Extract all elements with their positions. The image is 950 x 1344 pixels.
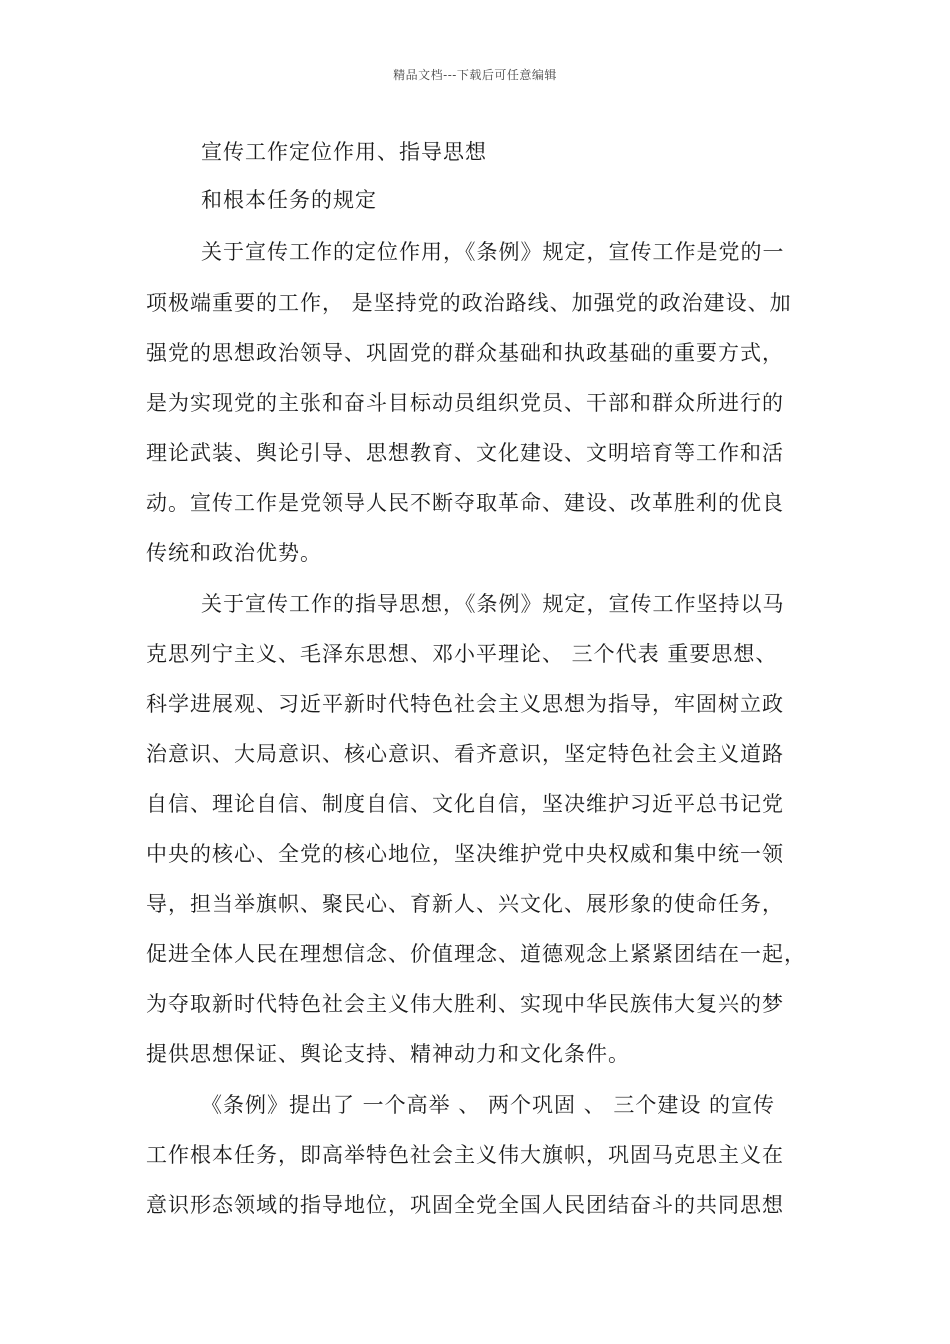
title-line-1: 宣传工作定位作用、指导思想 [201, 140, 487, 164]
paragraph-line: 传统和政治优势。 [146, 541, 322, 565]
paragraph-line: 导，担当举旗帜、聚民心、育新人、兴文化、展形象的使命任务， [146, 892, 784, 916]
paragraph-line: 动。宣传工作是党领导人民不断夺取革命、建设、改革胜利的优良 [146, 491, 784, 515]
title-line-2: 和根本任务的规定 [201, 188, 377, 212]
page-header: 精品文档---下载后可任意编辑 [393, 68, 557, 82]
paragraph-line: 克思列宁主义、毛泽东思想、邓小平理论、 三个代表 重要思想、 [146, 642, 778, 666]
paragraph-line: 提供思想保证、舆论支持、精神动力和文化条件。 [146, 1042, 630, 1066]
paragraph-line: 理论武装、舆论引导、思想教育、文化建设、文明培育等工作和活 [146, 441, 784, 465]
paragraph-line: 治意识、大局意识、核心意识、看齐意识，坚定特色社会主义道路 [146, 742, 784, 766]
paragraph-line: 工作根本任务，即高举特色社会主义伟大旗帜，巩固马克思主义在 [146, 1143, 784, 1167]
paragraph-line: 强党的思想政治领导、巩固党的群众基础和执政基础的重要方式， [146, 341, 784, 365]
paragraph-line: 中央的核心、全党的核心地位，坚决维护党中央权威和集中统一领 [146, 842, 784, 866]
paragraph-line: 项极端重要的工作， 是坚持党的政治路线、加强党的政治建设、加 [146, 291, 792, 315]
paragraph-line: 关于宣传工作的定位作用，《条例》规定，宣传工作是党的一 [201, 240, 785, 264]
paragraph-line: 促进全体人民在理想信念、价值理念、道德观念上紧紧团结在一起， [146, 942, 806, 966]
paragraph-line: 关于宣传工作的指导思想，《条例》规定，宣传工作坚持以马 [201, 592, 785, 616]
paragraph-line: 科学进展观、习近平新时代特色社会主义思想为指导，牢固树立政 [146, 692, 784, 716]
paragraph-line: 《条例》提出了 一个高举 、 两个巩固 、 三个建设 的宣传 [201, 1093, 776, 1117]
paragraph-line: 意识形态领域的指导地位，巩固全党全国人民团结奋斗的共同思想 [146, 1193, 784, 1217]
paragraph-line: 是为实现党的主张和奋斗目标动员组织党员、干部和群众所进行的 [146, 391, 784, 415]
paragraph-line: 自信、理论自信、制度自信、文化自信，坚决维护习近平总书记党 [146, 792, 784, 816]
paragraph-line: 为夺取新时代特色社会主义伟大胜利、实现中华民族伟大复兴的梦 [146, 992, 784, 1016]
